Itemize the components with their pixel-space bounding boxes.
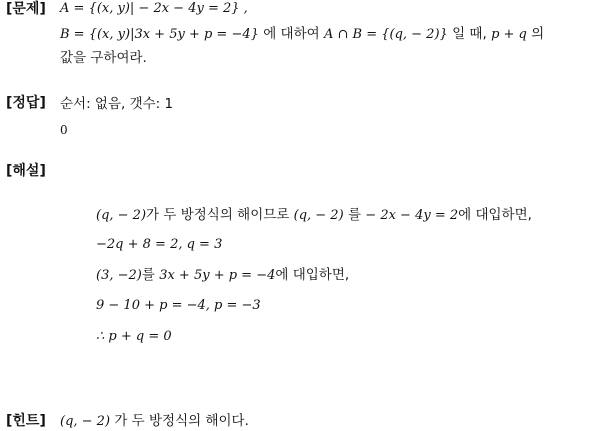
answer-label: [정답] bbox=[6, 95, 46, 111]
solution-line-4: 9 − 10 + p = −4, p = −3 bbox=[96, 298, 261, 313]
solution-line-5: ∴ p + q = 0 bbox=[96, 329, 172, 344]
hint-label: [힌트] bbox=[6, 413, 46, 429]
hint-text: 가 두 방정식의 해이다. bbox=[114, 413, 249, 429]
hint-point-q-minus-2: (q, − 2) bbox=[60, 414, 111, 429]
solution-text-1c: 에 대입하면, bbox=[458, 207, 532, 223]
solution-text-1a: 가 두 방정식의 해이므로 bbox=[146, 207, 290, 223]
solution-text-1b: 를 bbox=[347, 207, 361, 223]
problem-text-il-ttae: 일 때, bbox=[452, 26, 487, 42]
solution-label: [해설] bbox=[6, 163, 46, 179]
problem-label: [문제] bbox=[6, 1, 46, 17]
problem-text-ui: 의 bbox=[531, 26, 545, 42]
p-plus-q-expression: p + q bbox=[491, 27, 527, 42]
problem-line-3: 값을 구하여라. bbox=[60, 50, 147, 66]
problem-line-1: A = {(x, y)| − 2x − 4y = 2} , bbox=[60, 1, 248, 16]
set-b-definition: B = {(x, y)|3x + 5y + p = −4} bbox=[60, 27, 259, 42]
solution-line-2: −2q + 8 = 2, q = 3 bbox=[96, 237, 223, 252]
problem-line-2 bbox=[60, 25, 544, 44]
answer-line-1: 순서: 없음, 갯수: 1 bbox=[60, 96, 174, 112]
solution-line-3 bbox=[96, 266, 349, 285]
point-q-minus-2: (q, − 2) bbox=[96, 208, 147, 223]
problem-text-daehayeo: 에 대하여 bbox=[263, 26, 320, 42]
second-equation: 3x + 5y + p = −4 bbox=[159, 268, 276, 283]
answer-value: 0 bbox=[60, 123, 68, 137]
point-q-minus-2-second: (q, − 2) bbox=[293, 208, 344, 223]
solution-line-1 bbox=[96, 206, 532, 225]
first-equation: − 2x − 4y = 2 bbox=[365, 208, 459, 223]
point-3-minus-2: (3, −2) bbox=[96, 268, 142, 283]
intersection-expression: A ∩ B = {(q, − 2)} bbox=[323, 27, 448, 42]
hint-line bbox=[60, 412, 249, 431]
solution-text-3b: 에 대입하면, bbox=[275, 267, 350, 283]
solution-text-3a: 를 bbox=[141, 267, 155, 283]
